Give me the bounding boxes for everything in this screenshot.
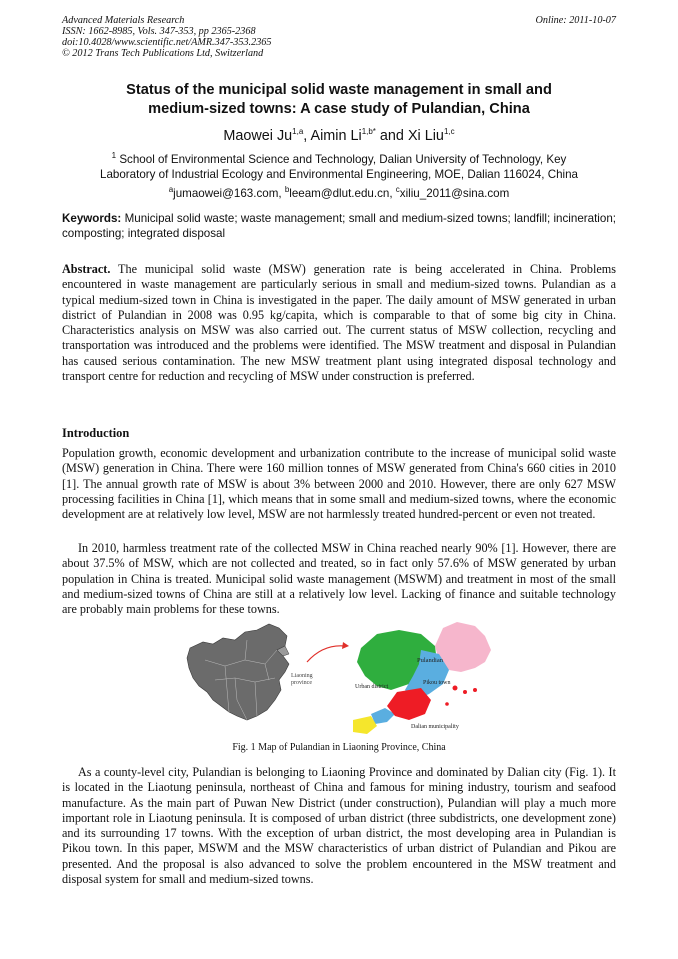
journal-name: Advanced Materials Research [62, 15, 185, 26]
keywords [62, 211, 616, 241]
title-line-1: Status of the municipal solid waste management in small and [126, 82, 552, 98]
email-sup: b [284, 184, 290, 194]
author-affil-sup: 1,c [443, 127, 455, 136]
author-name: Aimin Li [310, 127, 362, 144]
author-name: Xi Liu [407, 127, 444, 144]
map-label-urban-district: Urban district [355, 684, 389, 690]
section-heading-introduction: Introduction [62, 426, 130, 440]
map-label-dalian: Dalian municipality [411, 724, 459, 730]
doi-line: doi:10.4028/www.scientific.net/AMR.347-353.2365 [62, 37, 272, 48]
author-affil-sup: 1,a [292, 127, 304, 136]
map-label-pulandian: Pulandian [417, 657, 443, 664]
journal-header [62, 15, 271, 59]
pointer-arrow [307, 646, 345, 662]
intro-paragraph-3: As a county-level city, Pulandian is belonging to Liaoning Province and dominated by Dalian city (Fig. 1). It is located in the Liaotung peninsula, northeast of China and famous for mining industry, tourism and seafood manufacture. As the main part of Puwan New District (under construction), Pulandian will play a much more important role in Liaotung peninsula. It is composed of urban district (three subdistricts, one development zone) and its surrounding 17 towns. With the exception of urban district, the most developing area in Pulandian is Pikou town. In this paper, MSWM and the MSW characteristics of urban district of Pulandian and Pikou are presented. And the proposal is also advanced to solve the problem encountered in the MSW treatment and disposal system for small and medium-sized towns. [62, 765, 616, 887]
email-sup: c [395, 184, 400, 194]
map-label-pikou: Pikou town [423, 680, 451, 686]
pointer-arrowhead [342, 642, 349, 649]
email-b[interactable]: leeam@dlut.edu.cn, [289, 186, 396, 200]
affil-line-1: School of Environmental Science and Technology, Dalian University of Technology, Key [116, 152, 567, 166]
online-date: Online: 2011-10-07 [535, 15, 616, 26]
island [445, 702, 449, 706]
map-label-province: province [291, 680, 312, 686]
issn-line: ISSN: 1662-8985, Vols. 347-353, pp 2365-2368 [62, 26, 256, 37]
author-list [62, 123, 616, 145]
island [473, 688, 477, 692]
email-line [62, 182, 616, 201]
intro-paragraph-2: In 2010, harmless treatment rate of the collected MSW in China reached nearly 90% [1]. However, there are about 37.5% of MSW, which are not collected and treated, so in fact only 57.6% of MSW generated by urban population in China is treated. Municipal solid waste management (MSWM) and treatment in most of the small and medium-sized towns of China are still at a relatively low level. Lacking of finance and suitable technology are probably main problems for these towns. [62, 541, 616, 617]
author-affil-sup: 1,b* [361, 127, 376, 136]
keywords-label: Keywords: [62, 212, 122, 225]
email-sup: a [168, 184, 174, 194]
copyright-line: © 2012 Trans Tech Publications Ltd, Switzerland [62, 48, 264, 59]
map-svg [185, 620, 505, 738]
author-name: Maowei Ju [223, 127, 293, 144]
affil-line-2: Laboratory of Industrial Ecology and Environmental Engineering, MOE, Dalian 116024, China [100, 167, 578, 181]
abstract-label: Abstract. [62, 262, 111, 276]
email-c[interactable]: xiliu_2011@sina.com [399, 186, 510, 200]
author-sep: , [303, 127, 311, 144]
keywords-text: Municipal solid waste; waste management; small and medium-sized towns; landfill; incineration; composting; integrated disposal [62, 212, 616, 240]
figure-caption: Fig. 1 Map of Pulandian in Liaoning Province, China [232, 742, 446, 753]
title-line-2: medium-sized towns: A case study of Pulandian, China [148, 101, 530, 117]
paper-title [62, 81, 616, 119]
island [463, 690, 467, 694]
affil-sup: 1 [111, 151, 117, 160]
figure-1-map [185, 620, 505, 738]
author-sep: and [375, 127, 408, 144]
map-label-liaoning: Liaoning [291, 673, 313, 679]
abstract-text: The municipal solid waste (MSW) generation rate is being accelerated in China. Problems encountered in waste management are particularly serious in small and medium-sized towns. Pulandian as a typical medium-sized town in China is investigated in the paper. The daily amount of MSW generated in urban district of Pulandian in 2008 was 0.95 kg/capita, which is comparable to that of some big city in China. Characteristics analysis on MSW was also carried out. The current status of MSW collection, recycling and transportation was introduced and the problems were identified. The MSW treatment and disposal in Pulandian has caused serious contamination. The new MSW treatment plant using integrated disposal technology and transport centre for reduction and recycling of MSW under construction is preferred. [62, 262, 616, 384]
abstract [62, 262, 616, 384]
affiliation [62, 148, 616, 201]
email-a[interactable]: jumaowei@163.com, [173, 186, 285, 200]
island [453, 686, 458, 691]
intro-paragraph-1: Population growth, economic development and urbanization contribute to the increase of municipal solid waste (MSW) generation in China. There were 160 million tonnes of MSW generated from China's 660 cities in 2010 [1]. The annual growth rate of MSW is about 3% between 2000 and 2010. However, there are only 627 MSW processing facilities in China [1], which means that in some small and medium-sized towns, where the economic development are at relatively low level, MSW are not harmlessly treated hundred-percent or even not treated. [62, 446, 616, 522]
china-map [187, 624, 289, 720]
